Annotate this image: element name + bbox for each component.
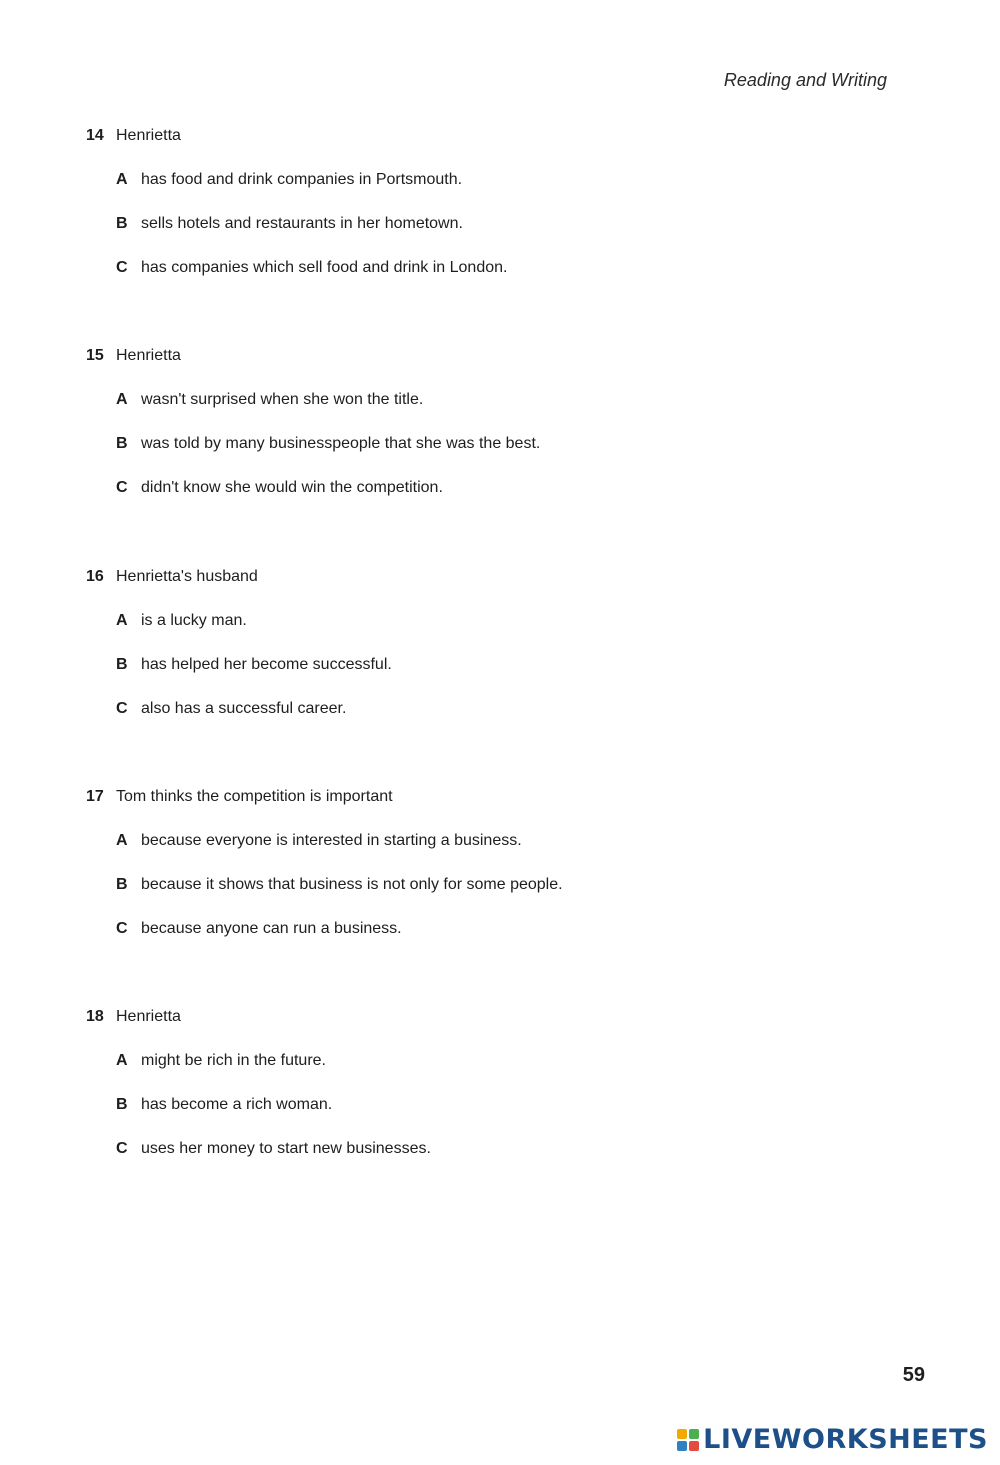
option-letter: B [116, 435, 128, 452]
option-text: because it shows that business is not only for some people. [141, 876, 563, 893]
option-b[interactable] [116, 875, 886, 895]
question-17 [86, 787, 886, 939]
option-a[interactable] [116, 611, 886, 631]
liveworksheets-logo-icon [677, 1429, 699, 1451]
option-text: has food and drink companies in Portsmouth. [141, 171, 463, 188]
option-letter: B [116, 1096, 128, 1113]
option-a[interactable] [116, 170, 886, 190]
question-number: 18 [86, 1008, 104, 1025]
option-a[interactable] [116, 390, 886, 410]
option-letter: A [116, 391, 128, 408]
option-letter: C [116, 479, 128, 496]
brand-name: LIVEWORKSHEETS [703, 1424, 988, 1455]
question-number: 15 [86, 347, 104, 364]
option-c[interactable] [116, 919, 886, 939]
option-letter: B [116, 876, 128, 893]
option-b[interactable] [116, 1095, 886, 1115]
option-text: is a lucky man. [141, 612, 247, 629]
question-stem [86, 787, 886, 807]
option-letter: B [116, 656, 128, 673]
option-a[interactable] [116, 831, 886, 851]
question-number: 16 [86, 568, 104, 585]
option-c[interactable] [116, 699, 886, 719]
option-text: sells hotels and restaurants in her hometown. [141, 215, 463, 232]
question-text: Henrietta's husband [116, 568, 258, 585]
option-text: because anyone can run a business. [141, 920, 402, 937]
option-letter: B [116, 215, 128, 232]
question-stem [86, 567, 886, 587]
option-text: has become a rich woman. [141, 1096, 333, 1113]
option-text: wasn't surprised when she won the title. [141, 391, 424, 408]
question-18 [86, 1007, 886, 1159]
option-letter: C [116, 259, 128, 276]
question-text: Tom thinks the competition is important [116, 788, 393, 805]
option-b[interactable] [116, 214, 886, 234]
question-number: 14 [86, 127, 104, 144]
option-c[interactable] [116, 1139, 886, 1159]
question-text: Henrietta [116, 1008, 181, 1025]
option-text: also has a successful career. [141, 700, 347, 717]
option-letter: C [116, 920, 128, 937]
option-a[interactable] [116, 1051, 886, 1071]
page-number: 59 [902, 1364, 925, 1386]
option-letter: C [116, 700, 128, 717]
question-text: Henrietta [116, 347, 181, 364]
question-stem [86, 1007, 886, 1027]
option-letter: A [116, 171, 128, 188]
question-stem [86, 346, 886, 366]
option-text: uses her money to start new businesses. [141, 1140, 431, 1157]
option-text: has helped her become successful. [141, 656, 392, 673]
question-14 [86, 126, 886, 278]
question-15 [86, 346, 886, 498]
question-text: Henrietta [116, 127, 181, 144]
option-b[interactable] [116, 655, 886, 675]
option-text: didn't know she would win the competition. [141, 479, 443, 496]
section-title: Reading and Writing [723, 70, 887, 90]
option-letter: C [116, 1140, 128, 1157]
question-16 [86, 567, 886, 719]
question-stem [86, 126, 886, 146]
option-letter: A [116, 1052, 128, 1069]
option-text: has companies which sell food and drink in London. [141, 259, 508, 276]
option-text: because everyone is interested in starting a business. [141, 832, 522, 849]
option-c[interactable] [116, 478, 886, 498]
option-text: was told by many businesspeople that she was the best. [141, 435, 541, 452]
option-c[interactable] [116, 258, 886, 278]
option-letter: A [116, 612, 128, 629]
option-letter: A [116, 832, 128, 849]
option-b[interactable] [116, 434, 886, 454]
question-number: 17 [86, 788, 104, 805]
liveworksheets-brand[interactable] [677, 1424, 988, 1455]
option-text: might be rich in the future. [141, 1052, 326, 1069]
